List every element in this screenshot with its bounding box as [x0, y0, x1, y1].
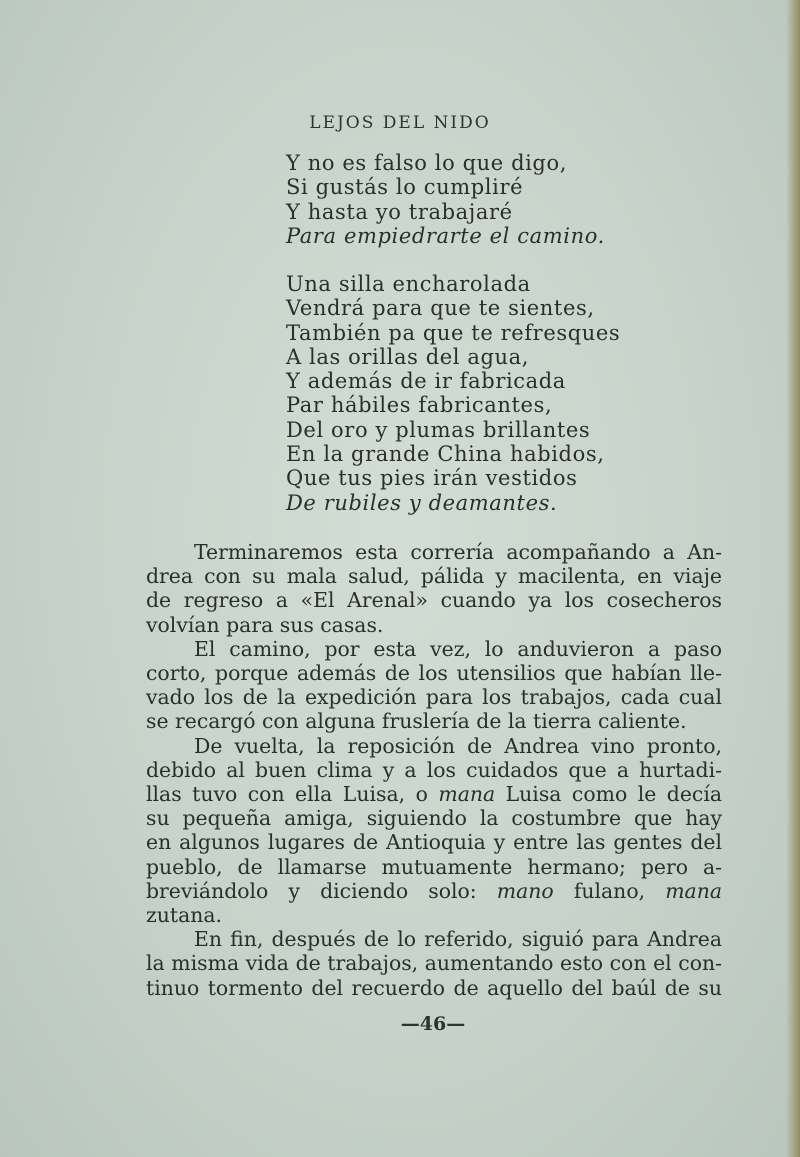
prose-line: la misma vida de trabajos, aumentando esto con el con- [146, 951, 722, 976]
verse-line: A las orillas del agua, [286, 344, 530, 369]
prose-line: De vuelta, la reposición de Andrea vino pronto, [194, 733, 722, 758]
prose-line: tinuo tormento del recuerdo de aquello del baúl de su [146, 975, 722, 1000]
verse-line: Que tus pies irán vestidos [286, 466, 578, 491]
running-header: LEJOS DEL NIDO [309, 113, 491, 133]
prose-body [146, 540, 722, 1000]
prose-line: debido al buen clima y a los cuidados que a hurtadi- [146, 757, 722, 782]
prose-line [146, 782, 722, 806]
prose-line: pueblo, de llamarse mutuamente hermano; pero a- [146, 854, 722, 879]
prose-line: corto, porque además de los utensilios que habían lle- [146, 661, 722, 686]
text-run: fulano, [573, 878, 646, 903]
page-edge [786, 0, 800, 1157]
verse-line: Vendrá para que te sientes, [286, 296, 595, 321]
prose-line: vado los de la expedición para los trabajos, cada cual [146, 685, 722, 710]
verse-line: Para empiedrarte el camino. [286, 223, 605, 248]
prose-line [146, 879, 722, 903]
prose-line: en algunos lugares de Antioquia y entre las gentes del [146, 830, 722, 855]
italic-word: mana [665, 878, 722, 903]
text-run: llas tuvo con ella Luisa, o [146, 782, 428, 807]
prose-line: Terminaremos esta correría acompañando a An- [194, 540, 722, 564]
page-number: —46— [400, 1013, 466, 1035]
prose-line: El camino, por esta vez, lo anduvieron a paso [194, 636, 722, 661]
verse-line: Y no es falso lo que digo, [286, 151, 567, 175]
text-run: Luisa como le decía [505, 782, 722, 807]
verse-line: Par hábiles fabricantes, [286, 393, 553, 418]
verse-line: También pa que te refresques [286, 320, 621, 345]
prose-line: En fin, después de lo referido, siguió para Andrea [194, 927, 722, 952]
poem-stanza-1 [286, 151, 605, 248]
prose-line: se recargó con alguna fruslería de la tierra caliente. [146, 709, 687, 734]
verse-line: En la grande China habidos, [286, 442, 605, 467]
verse-line: Del oro y plumas brillantes [286, 417, 591, 442]
verse-line: Y hasta yo trabajaré [286, 199, 513, 224]
verse-line: Si gustás lo cumpliré [286, 175, 524, 200]
prose-line: drea con su mala salud, pálida y macilenta, en viaje [146, 564, 722, 589]
prose-line: zutana. [146, 903, 222, 928]
prose-line: de regreso a «El Arenal» cuando ya los cosecheros [146, 588, 722, 613]
verse-line: De rubiles y deamantes. [286, 490, 558, 515]
verse-line: Y además de ir fabricada [286, 369, 566, 394]
poem-stanza-2 [286, 272, 620, 515]
verse-line: Una silla encharolada [286, 272, 531, 296]
italic-word: mano [496, 878, 554, 903]
prose-line: volvían para sus casas. [146, 612, 384, 637]
prose-line: su pequeña amiga, siguiendo la costumbre que hay [146, 806, 722, 831]
text-run: breviándolo y diciendo solo: [146, 878, 477, 903]
italic-word: mana [438, 782, 496, 807]
